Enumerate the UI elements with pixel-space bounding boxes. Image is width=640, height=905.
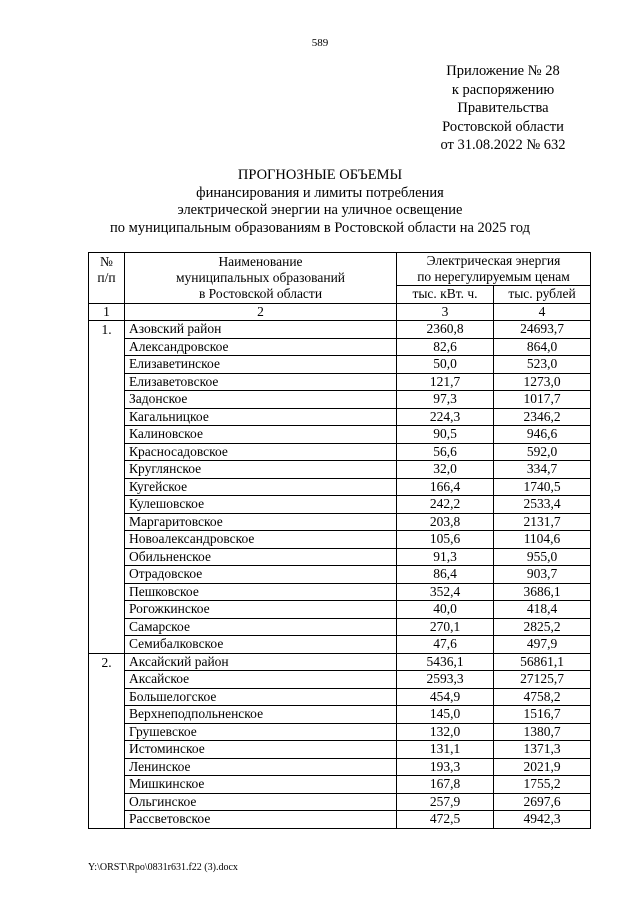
col-number: 1 xyxy=(89,303,125,321)
energy-rub-value: 955,0 xyxy=(494,548,591,566)
municipality-name: Пешковское xyxy=(125,583,397,601)
document-title xyxy=(0,167,640,237)
row-number: 1. xyxy=(89,321,125,654)
column-numbers-row xyxy=(89,303,591,321)
municipality-name: Рогожкинское xyxy=(125,601,397,619)
energy-rub-value: 1755,2 xyxy=(494,776,591,794)
energy-kwh-value: 40,0 xyxy=(397,601,494,619)
table-row xyxy=(89,391,591,409)
municipality-name: Елизаветинское xyxy=(125,356,397,374)
municipality-name: Аксайское xyxy=(125,671,397,689)
municipality-name: Задонское xyxy=(125,391,397,409)
energy-kwh-value: 242,2 xyxy=(397,496,494,514)
energy-rub-value: 3686,1 xyxy=(494,583,591,601)
data-table xyxy=(88,252,591,829)
header-num: № п/п xyxy=(89,253,125,304)
col-number: 2 xyxy=(125,303,397,321)
energy-kwh-value: 47,6 xyxy=(397,636,494,654)
municipality-name: Обильненское xyxy=(125,548,397,566)
header-rub: тыс. рублей xyxy=(494,286,591,304)
municipality-name: Елизаветовское xyxy=(125,373,397,391)
energy-kwh-value: 91,3 xyxy=(397,548,494,566)
energy-kwh-value: 86,4 xyxy=(397,566,494,584)
energy-rub-value: 946,6 xyxy=(494,426,591,444)
energy-rub-value: 2131,7 xyxy=(494,513,591,531)
energy-rub-value: 1104,6 xyxy=(494,531,591,549)
table-row xyxy=(89,426,591,444)
energy-rub-value: 2021,9 xyxy=(494,758,591,776)
energy-rub-value: 864,0 xyxy=(494,338,591,356)
appendix-line: Правительства xyxy=(457,100,549,116)
municipality-name: Отрадовское xyxy=(125,566,397,584)
energy-kwh-value: 145,0 xyxy=(397,706,494,724)
municipality-name: Кугейское xyxy=(125,478,397,496)
municipality-name: Азовский район xyxy=(125,321,397,339)
energy-kwh-value: 224,3 xyxy=(397,408,494,426)
energy-kwh-value: 32,0 xyxy=(397,461,494,479)
table-row xyxy=(89,478,591,496)
table-row xyxy=(89,443,591,461)
energy-rub-value: 27125,7 xyxy=(494,671,591,689)
energy-kwh-value: 167,8 xyxy=(397,776,494,794)
table-row xyxy=(89,338,591,356)
table-row xyxy=(89,566,591,584)
energy-rub-value: 2825,2 xyxy=(494,618,591,636)
table-row xyxy=(89,356,591,374)
energy-rub-value: 56861,1 xyxy=(494,653,591,671)
municipality-name: Красносадовское xyxy=(125,443,397,461)
file-path-footer: Y:\ORST\Rpo\0831r631.f22 (3).docx xyxy=(88,862,238,873)
table-row xyxy=(89,513,591,531)
header-name: Наименование муниципальных образований в Ростовской области xyxy=(125,253,397,304)
municipality-name: Грушевское xyxy=(125,723,397,741)
energy-rub-value: 2346,2 xyxy=(494,408,591,426)
energy-kwh-value: 352,4 xyxy=(397,583,494,601)
municipality-name: Кагальницкое xyxy=(125,408,397,426)
municipality-name: Маргаритовское xyxy=(125,513,397,531)
municipality-name: Семибалковское xyxy=(125,636,397,654)
municipality-name: Кулешовское xyxy=(125,496,397,514)
table-row xyxy=(89,758,591,776)
municipality-name: Ленинское xyxy=(125,758,397,776)
energy-rub-value: 592,0 xyxy=(494,443,591,461)
energy-rub-value: 523,0 xyxy=(494,356,591,374)
title-line: электрической энергии на уличное освещение xyxy=(177,202,463,218)
appendix-line: Приложение № 28 xyxy=(446,63,560,79)
municipality-name: Мишкинское xyxy=(125,776,397,794)
energy-rub-value: 1371,3 xyxy=(494,741,591,759)
energy-rub-value: 1017,7 xyxy=(494,391,591,409)
municipality-name: Круглянское xyxy=(125,461,397,479)
header-kwh: тыс. кВт. ч. xyxy=(397,286,494,304)
appendix-block xyxy=(428,62,578,155)
energy-rub-value: 2533,4 xyxy=(494,496,591,514)
table-row xyxy=(89,583,591,601)
energy-kwh-value: 203,8 xyxy=(397,513,494,531)
energy-kwh-value: 2593,3 xyxy=(397,671,494,689)
energy-rub-value: 497,9 xyxy=(494,636,591,654)
municipality-name: Верхнеподпольненское xyxy=(125,706,397,724)
energy-kwh-value: 82,6 xyxy=(397,338,494,356)
energy-rub-value: 418,4 xyxy=(494,601,591,619)
municipality-name: Новоалександровское xyxy=(125,531,397,549)
energy-rub-value: 4942,3 xyxy=(494,811,591,829)
table-row xyxy=(89,723,591,741)
energy-rub-value: 2697,6 xyxy=(494,793,591,811)
municipality-name: Рассветовское xyxy=(125,811,397,829)
title-line: по муниципальным образованиям в Ростовской области на 2025 год xyxy=(110,219,530,236)
header-energy: Электрическая энергия по нерегулируемым ценам xyxy=(397,253,591,286)
energy-kwh-value: 472,5 xyxy=(397,811,494,829)
table-row xyxy=(89,671,591,689)
table-row xyxy=(89,496,591,514)
table-row xyxy=(89,741,591,759)
table-row xyxy=(89,618,591,636)
col-number: 3 xyxy=(397,303,494,321)
energy-rub-value: 1740,5 xyxy=(494,478,591,496)
energy-rub-value: 4758,2 xyxy=(494,688,591,706)
title-line: финансирования и лимиты потребления xyxy=(196,184,444,201)
table-row xyxy=(89,408,591,426)
energy-rub-value: 1380,7 xyxy=(494,723,591,741)
energy-kwh-value: 131,1 xyxy=(397,741,494,759)
energy-kwh-value: 5436,1 xyxy=(397,653,494,671)
table-row xyxy=(89,548,591,566)
energy-kwh-value: 270,1 xyxy=(397,618,494,636)
row-number: 2. xyxy=(89,653,125,828)
energy-kwh-value: 193,3 xyxy=(397,758,494,776)
table-row xyxy=(89,601,591,619)
municipality-name: Ольгинское xyxy=(125,793,397,811)
municipality-name: Калиновское xyxy=(125,426,397,444)
municipality-name: Большелогское xyxy=(125,688,397,706)
energy-kwh-value: 2360,8 xyxy=(397,321,494,339)
col-number: 4 xyxy=(494,303,591,321)
table-row xyxy=(89,636,591,654)
table-row xyxy=(89,653,591,671)
municipality-name: Александровское xyxy=(125,338,397,356)
appendix-line: Ростовской области xyxy=(442,118,564,135)
energy-kwh-value: 454,9 xyxy=(397,688,494,706)
table-row xyxy=(89,706,591,724)
appendix-line: к распоряжению xyxy=(451,81,555,98)
energy-kwh-value: 90,5 xyxy=(397,426,494,444)
table-row xyxy=(89,688,591,706)
energy-rub-value: 334,7 xyxy=(494,461,591,479)
table-row xyxy=(89,461,591,479)
table-row xyxy=(89,811,591,829)
appendix-line: от 31.08.2022 № 632 xyxy=(440,137,566,153)
title-line: ПРОГНОЗНЫЕ ОБЪЕМЫ xyxy=(237,167,403,183)
table-body xyxy=(89,253,591,829)
energy-rub-value: 903,7 xyxy=(494,566,591,584)
table-row xyxy=(89,373,591,391)
energy-kwh-value: 257,9 xyxy=(397,793,494,811)
table-row xyxy=(89,776,591,794)
page-number: 589 xyxy=(311,37,329,49)
table-row xyxy=(89,321,591,339)
energy-kwh-value: 121,7 xyxy=(397,373,494,391)
municipality-name: Истоминское xyxy=(125,741,397,759)
energy-rub-value: 1273,0 xyxy=(494,373,591,391)
energy-kwh-value: 97,3 xyxy=(397,391,494,409)
table-row xyxy=(89,531,591,549)
table-row xyxy=(89,793,591,811)
energy-kwh-value: 166,4 xyxy=(397,478,494,496)
energy-kwh-value: 132,0 xyxy=(397,723,494,741)
municipality-name: Аксайский район xyxy=(125,653,397,671)
energy-kwh-value: 56,6 xyxy=(397,443,494,461)
municipality-name: Самарское xyxy=(125,618,397,636)
energy-rub-value: 24693,7 xyxy=(494,321,591,339)
energy-kwh-value: 50,0 xyxy=(397,356,494,374)
energy-rub-value: 1516,7 xyxy=(494,706,591,724)
energy-kwh-value: 105,6 xyxy=(397,531,494,549)
